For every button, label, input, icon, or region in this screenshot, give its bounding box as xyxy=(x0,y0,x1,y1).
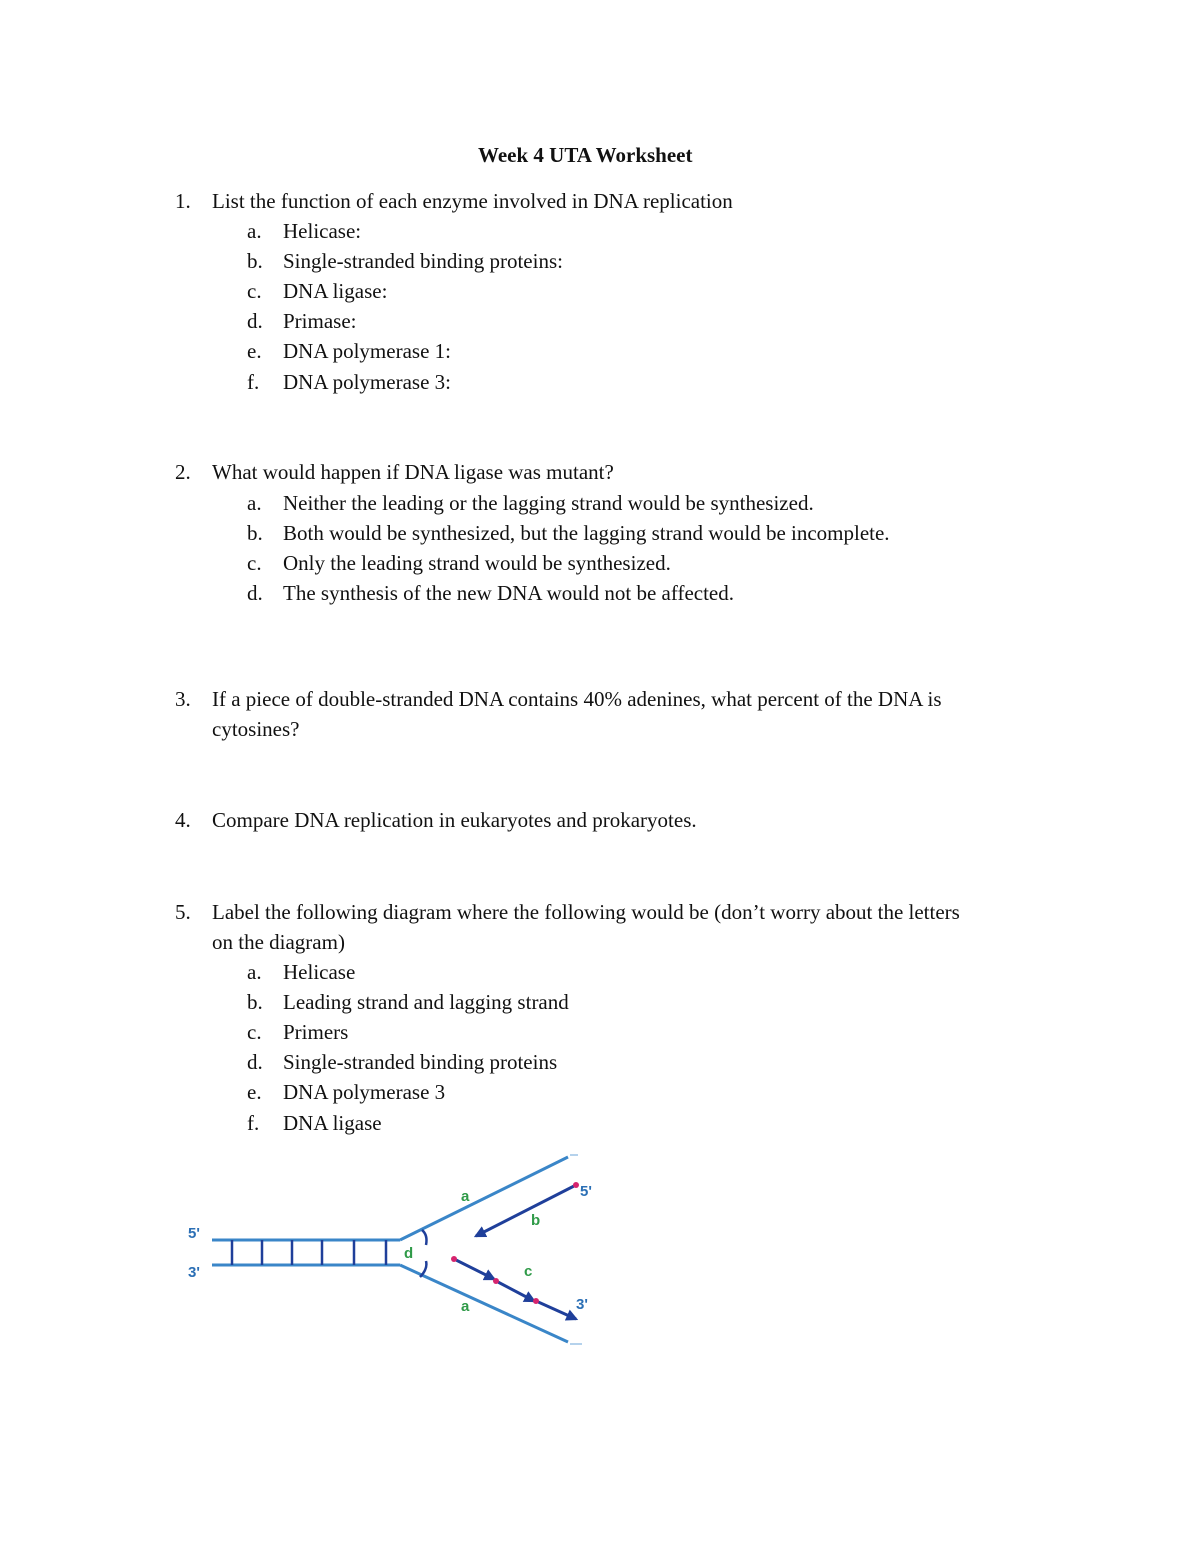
upper-binding-mark xyxy=(422,1230,427,1245)
q5-letter-d: d. xyxy=(247,1050,263,1074)
label-3-prime-left: 3' xyxy=(188,1264,200,1281)
q5-number: 5. xyxy=(175,900,191,924)
q1-letter-f: f. xyxy=(247,370,260,394)
q5-item-b: Leading strand and lagging strand xyxy=(283,990,569,1014)
q5-letter-b: b. xyxy=(247,990,263,1014)
q4-number: 4. xyxy=(175,808,191,832)
label-5-prime-left: 5' xyxy=(188,1225,200,1242)
q1-item-e: DNA polymerase 1: xyxy=(283,339,451,363)
q1-number: 1. xyxy=(175,189,191,213)
page-title: Week 4 UTA Worksheet xyxy=(478,143,693,167)
base-pair-rungs xyxy=(232,1240,386,1265)
okazaki-fragment-3 xyxy=(536,1301,576,1319)
q1-item-a: Helicase: xyxy=(283,219,362,243)
label-5-prime-right: 5' xyxy=(580,1183,592,1200)
label-letter-a-top: a xyxy=(461,1188,470,1205)
q5-item-f: DNA ligase xyxy=(283,1111,382,1135)
q1-item-b: Single-stranded binding proteins: xyxy=(283,249,563,273)
q5-letter-f: f. xyxy=(247,1111,260,1135)
q2-letter-b: b. xyxy=(247,521,263,545)
okazaki-fragment-1 xyxy=(454,1259,494,1279)
replication-fork-diagram xyxy=(180,1145,620,1360)
q1-letter-a: a. xyxy=(247,219,262,243)
leading-strand-arrow xyxy=(476,1185,576,1236)
q1-item-f: DNA polymerase 3: xyxy=(283,370,451,394)
q5-item-c: Primers xyxy=(283,1020,349,1044)
q2-item-b: Both would be synthesized, but the lagging strand would be incomplete. xyxy=(283,521,890,545)
q1-text: List the function of each enzyme involved in DNA replication xyxy=(212,189,733,213)
q2-item-c: Only the leading strand would be synthesized. xyxy=(283,551,671,575)
q1-letter-e: e. xyxy=(247,339,262,363)
q5-item-e: DNA polymerase 3 xyxy=(283,1080,446,1104)
q5-item-a: Helicase xyxy=(283,960,356,984)
parent-duplex xyxy=(212,1240,400,1265)
q3-number: 3. xyxy=(175,687,191,711)
label-letter-d: d xyxy=(404,1245,414,1262)
lower-binding-mark xyxy=(420,1261,426,1277)
q5-letter-e: e. xyxy=(247,1080,262,1104)
q1-letter-b: b. xyxy=(247,249,263,273)
primer-dot-2 xyxy=(493,1278,499,1284)
q5-text-line1: Label the following diagram where the following would be (don’t worry about the letters xyxy=(212,900,960,924)
q2-item-a: Neither the leading or the lagging strand would be synthesized. xyxy=(283,491,814,515)
primer-dot-3 xyxy=(533,1298,539,1304)
q1-item-d: Primase: xyxy=(283,309,357,333)
q2-number: 2. xyxy=(175,460,191,484)
label-3-prime-right: 3' xyxy=(576,1296,588,1313)
leading-primer-dot xyxy=(573,1182,579,1188)
okazaki-fragment-2 xyxy=(496,1281,534,1301)
q2-item-d: The synthesis of the new DNA would not be affected. xyxy=(283,581,735,605)
q2-text: What would happen if DNA ligase was mutant? xyxy=(212,460,614,484)
q5-letter-c: c. xyxy=(247,1020,262,1044)
q3-text-line2: cytosines? xyxy=(212,717,300,741)
q3-text-line1: If a piece of double-stranded DNA contains 40% adenines, what percent of the DNA is xyxy=(212,687,942,711)
q4-text: Compare DNA replication in eukaryotes and prokaryotes. xyxy=(212,808,697,832)
label-letter-a-bottom: a xyxy=(461,1298,470,1315)
q5-text-line2: on the diagram) xyxy=(212,930,345,954)
primer-dot-1 xyxy=(451,1256,457,1262)
label-letter-b: b xyxy=(531,1212,541,1229)
upper-template-strand xyxy=(400,1157,568,1240)
q2-letter-d: d. xyxy=(247,581,263,605)
q5-letter-a: a. xyxy=(247,960,262,984)
label-letter-c: c xyxy=(524,1263,533,1280)
q1-letter-d: d. xyxy=(247,309,263,333)
q2-letter-c: c. xyxy=(247,551,262,575)
q5-item-d: Single-stranded binding proteins xyxy=(283,1050,558,1074)
q1-item-c: DNA ligase: xyxy=(283,279,388,303)
q2-letter-a: a. xyxy=(247,491,262,515)
q1-letter-c: c. xyxy=(247,279,262,303)
